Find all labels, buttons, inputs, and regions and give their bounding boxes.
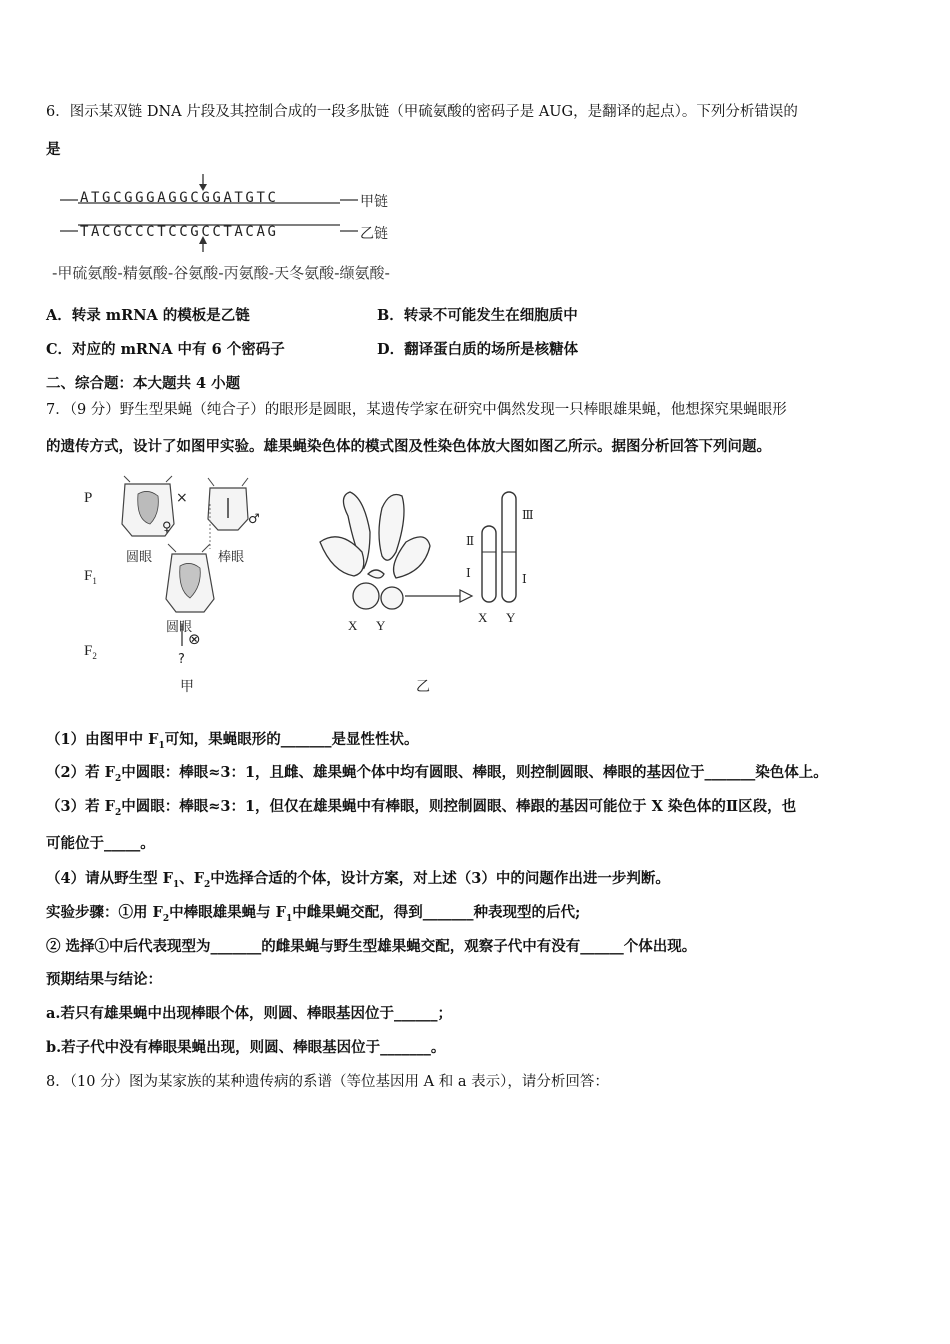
q7-sub2: （2）若 $F_2$中圆眼：棒眼≈3：1，且雌、雄果蝇个体中均有圆眼、棒眼，则控制圆眼、棒眼的基因位于_______染色体上。: [46, 764, 828, 784]
region-iii-label: Ⅲ: [522, 508, 534, 522]
x-chromosome-label: X: [478, 610, 488, 625]
round-eye-label: 圆眼: [126, 550, 153, 565]
q6-stem-line1: 6．图示某双链 DNA 片段及其控制合成的一段多肽链（甲硫氨酸的密码子是 AUG，是翻译的起点）。下列分析错误的: [46, 104, 798, 120]
generation-f1-label: $F_1$: [84, 568, 97, 586]
peptide-chain: -甲硫氨酸-精氨酸-谷氨酸-丙氨酸-天冬氨酸-缬氨酸-: [52, 264, 390, 282]
q7-sub3-line2: 可能位于_____。: [46, 835, 155, 852]
q6-option-d: D．翻译蛋白质的场所是核糖体: [377, 341, 579, 358]
strand-a-label: 甲链: [360, 194, 388, 210]
q6-option-b: B．转录不可能发生在细胞质中: [377, 307, 578, 324]
cross-symbol: ×: [176, 490, 188, 506]
strand-b-sequence: TACGCCCTCCGCCTACAG: [80, 224, 279, 240]
q7-intro-line1: 7．（9 分）野生型果蝇（纯合子）的眼形是圆眼，某遗传学家在研究中偶然发现一只棒眼雄果蝇，他想探究果蝇眼形: [46, 402, 787, 418]
x-label-small: X: [348, 618, 358, 633]
dna-strand-lines: [58, 172, 398, 252]
figure-yi-caption: 乙: [416, 679, 430, 695]
q7-step1: 实验步骤：①用 $F_2$中棒眼雄果蝇与 $F_1$中雌果蝇交配，得到_______种表现型的后代;: [46, 904, 581, 924]
q6-stem-line2: 是: [46, 141, 61, 158]
q7-step2: ② 选择①中后代表现型为_______的雌果蝇与野生型雄果蝇交配，观察子代中有没有______个体出现。: [46, 938, 697, 955]
strand-a-sequence: ATGCGGGAGGCGGATGTC: [80, 190, 279, 206]
q7-sub4: （4）请从野生型 $F_1$、$F_2$中选择合适的个体，设计方案，对上述（3）中的问题作出进一步判断。: [46, 870, 670, 890]
y-label-small: Y: [376, 618, 386, 633]
q7-result-title: 预期结果与结论：: [46, 971, 162, 988]
q7-sub1: （1）由图甲中 $F_1$可知，果蝇眼形的_______是显性性状。: [46, 731, 419, 751]
region-ii-label: Ⅱ: [466, 534, 475, 548]
generation-p-label: P: [84, 490, 93, 506]
chromosome-diagram: [310, 486, 550, 626]
f1-fly-drawing: [166, 544, 214, 612]
region-i-right-label: Ⅰ: [522, 572, 527, 586]
q7-result-a: a.若只有雄果蝇中出现棒眼个体，则圆、棒眼基因位于______；: [46, 1005, 452, 1022]
q7-result-b: b.若子代中没有棒眼果蝇出现，则圆、棒眼基因位于_______。: [46, 1039, 446, 1056]
q7-sub3: （3）若 $F_2$中圆眼：棒眼≈3：1，但仅在雄果蝇中有棒眼，则控制圆眼、棒跟的基因可能位于 X 染色体的Ⅱ区段，也: [46, 798, 797, 818]
figure-jia-caption: 甲: [180, 679, 194, 695]
female-symbol: ♀: [162, 520, 172, 535]
q7-intro-line2: 的遗传方式，设计了如图甲实验。雄果蝇染色体的模式图及性染色体放大图如图乙所示。据图分析回答下列问题。: [46, 438, 771, 455]
male-fly-drawing: [208, 478, 248, 530]
generation-f2-label: $F_2$: [84, 643, 97, 661]
strand-b-label: 乙链: [360, 226, 388, 242]
selfing-symbol: ⊗: [188, 630, 201, 648]
region-i-left-label: Ⅰ: [466, 566, 471, 580]
y-chromosome-label: Y: [506, 610, 516, 625]
section-heading: 二、综合题：本大题共 4 小题: [46, 375, 241, 392]
q6-option-c: C．对应的 mRNA 中有 6 个密码子: [46, 341, 285, 358]
q6-option-a: A．转录 mRNA 的模板是乙链: [46, 307, 250, 324]
unknown-f2-label: ?: [178, 652, 185, 667]
bar-eye-label: 棒眼: [218, 550, 245, 565]
male-symbol: ♂: [248, 512, 260, 527]
q8-stem: 8．（10 分）图为某家族的某种遗传病的系谱（等位基因用 A 和 a 表示），请分析回答：: [46, 1074, 609, 1090]
f1-round-eye-label: 圆眼: [166, 620, 193, 635]
